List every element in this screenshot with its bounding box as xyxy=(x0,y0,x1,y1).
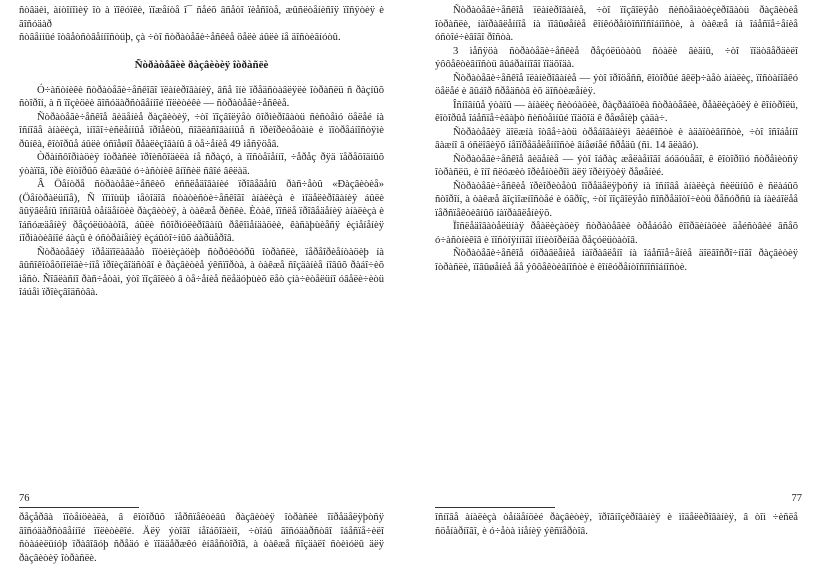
paragraph: Òðàíñôîðìàöèÿ îòðàñëè ïðîèñõîäèëà íå ñðàçó, à ïîñòåïåííî, ÷åðåç ðÿä ïåðåõîäíûõ ýòàïîâ, ïðè êîòîðûõ êàæäûé ó÷àñòíèê âíîñèë ñâîé âêëàä. xyxy=(19,152,384,177)
paragraph: Ñòðàòåãèÿ ïðåäïîëàãàåò îïòèìèçàöèþ ñòðóêòóðû îòðàñëè, ïåðåîðèåíòàöèþ íà âûñîêîòåõíîëîãè÷íîå ïðîèçâîäñòâî è ðàçâèòèå ýêñïîðòà, à òàêæå ñîçäàíèå íîâûõ ðàáî÷èõ ìåñò. Ñîãëàñíî ðàñ÷åòàì, ýòî ïîçâîëèò â òå÷åíèå ñëåäóþùèõ ëåò çíà÷èòåëüíî óâåëè÷èòü îáúåì ïðîèçâîäñòâà. xyxy=(19,246,384,298)
paragraph: Ñòðàòåãèÿ äîëæíà îòâå÷àòü òðåáîâàíèÿì ãèáêîñòè è àäàïòèâíîñòè, ÷òî îñîáåííî âàæíî â óñëîâèÿõ íåîïðåäåëåííîñòè âíåøíåé ñðåäû (ñì. 14 ãëàâó). xyxy=(435,126,798,151)
page-number: 77 xyxy=(791,493,802,504)
left-page xyxy=(0,0,398,583)
paragraph: 3 ìåñÿöà ñòðàòåãè÷åñêèå ðåçóëüòàòû ñòàëè âèäíû, ÷òî ïîäòâåðäèëî ýôôåêòèâíîñòü âûáðàííîãî ïîäõîäà. xyxy=(435,45,798,70)
paragraph: Ñòðàòåãè÷åñêîå âèäåíèå — ýòî îáðàç æåëàåìîãî áóäóùåãî, ê êîòîðîìó ñòðåìèòñÿ îòðàñëü, è îíî ñëóæèò îðèåíòèðîì äëÿ ïðèíÿòèÿ ðåøåíèé. xyxy=(435,153,798,178)
paragraph: Îñíîâíûå ýòàïû — àíàëèç ñèòóàöèè, ðàçðàáîòêà ñòðàòåãèè, ðåàëèçàöèÿ è êîíòðîëü, êîòîðûå îáåñïå÷èâàþò ñèñòåìíûé ïîäõîä ê ðåøåíèþ çàäà÷. xyxy=(435,99,798,124)
paragraph: Ñòðàòåãè÷åñêîå óïðàâëåíèå íàïðàâëåíî íà îáåñïå÷åíèå äîëãîñðî÷íîãî ðàçâèòèÿ îòðàñëè, ïîâûøåíèå åå ýôôåêòèâíîñòè è êîíêóðåíòîñïîñîáíîñòè. xyxy=(435,248,798,273)
page-number: 76 xyxy=(19,493,30,504)
footnote: îñíîâå àíàëèçà òåíäåíöèé ðàçâèòèÿ, ïðîãíîçèðîâàíèÿ è ìîäåëèðîâàíèÿ, â òîì ÷èñëå ñöåíàðíîãî, è ó÷åòà ìíåíèÿ ýêñïåðòîâ. xyxy=(435,512,798,537)
footnote: ðåçåðâà ïîòåíöèàëà, â êîòîðûõ ïåðñïåêòèâû ðàçâèòèÿ îòðàñëè îïðåäåëÿþòñÿ ãîñóäàðñòâåííîé ïîëèòèêîé. Äëÿ ýòîãî íåîáõîäèìî, ÷òîáû ãîñóäàðñòâî îáåñïå÷èëî ñòàáèëüíóþ ïðàâîâóþ ñðåäó è ïîääåðæêó èíâåñòîðîâ, à òàêæå ñîçäàëî ñòèìóëû äëÿ ðàçâèòèÿ îòðàñëè. xyxy=(19,512,384,564)
footnote-divider xyxy=(19,507,139,508)
paragraph: Ñòðàòåãè÷åñêîå âèäåíèå ðàçâèòèÿ, ÷òî ïîçâîëÿåò ôîðìèðîâàòü ñèñòåìó öåëåé íà îñíîâå àíàëèçà, ìíîãî÷èñëåííûå ïðîåêòû, ñîãëàñîâàííûå ñ ïðèîðèòåòàìè è ïîòðåáíîñòÿìè ðûíêà, êîòîðûå áûëè óñïåøíî ðåàëèçîâàíû â òå÷åíèå 49 ìåñÿöåâ. xyxy=(19,111,384,150)
paragraph: Ñòðàòåãè÷åñêèå ïðèîðèòåòû îïðåäåëÿþòñÿ íà îñíîâå àíàëèçà ñèëüíûõ è ñëàáûõ ñòîðîí, à òàêæå âîçìîæíîñòåé è óãðîç, ÷òî ïîçâîëÿåò ñîñðåäîòî÷èòü ðåñóðñû íà íàèáîëåå ïåðñïåêòèâíûõ íàïðàâëåíèÿõ. xyxy=(435,180,798,219)
right-page xyxy=(418,0,816,583)
paragraph: Ñòðàòåãè÷åñêîå ïëàíèðîâàíèå — ýòî ïðîöåññ, êîòîðûé âêëþ÷àåò àíàëèç, ïîñòàíîâêó öåëåé è âûáîð ñðåäñòâ èõ äîñòèæåíèÿ. xyxy=(435,72,798,97)
section-heading: Ñòðàòåãèè ðàçâèòèÿ îòðàñëè xyxy=(134,58,269,71)
paragraph: Ñòðàòåãè÷åñêîå ïëàíèðîâàíèå, ÷òî ïîçâîëÿåò ñèñòåìàòèçèðîâàòü ðàçâèòèå îòðàñëè, íàïðàâëåííîå íà ïîâûøåíèå êîíêóðåíòîñïîñîáíîñòè, à òàêæå íà îáåñïå÷åíèå óñòîé÷èâîãî ðîñòà. xyxy=(435,5,798,43)
footnote-divider xyxy=(435,507,555,508)
paragraph: ñòâåííûé îòâåòñòâåííîñòüþ, çà ÷òî ñòðàòåãè÷åñêèå öåëè áûëè íå äîñòèãíóòû. xyxy=(19,32,341,43)
paragraph: ñòâäèì, àíòîíîìèÿ îò à ïîêóïêè, ïîæåíòå î¯ ñåéõ âñåòî ïèåñîòå, æûñëòåíèñîÿ ïîñÿòèÿ è ãîñóäàð xyxy=(19,5,384,30)
paragraph: Â Öåíòðå ñòðàòåãè÷åñêèõ èññëåäîâàíèé ïðîâåäåíû ðàñ÷åòû «Ðàçâèòèå» (Öåíòðàëüíîå), Ñ ïîìîùüþ ìåòîäîâ ñòàòèñòè÷åñêîãî àíàëèçà è ìîäåëèðîâàíèÿ áûëè âûÿâëåíû îñíîâíûå òåíäåíöèè ðàçâèòèÿ, à òàêæå ðèñêè. Èòàê, ïîñëå ïðîâåäåíèÿ àíàëèçà è îáñóæäåíèÿ ðåçóëüòàòîâ, áûëè ñôîðìóëèðîâàíû ðåêîìåíäàöèè, êàñàþùèåñÿ èçìåíåíèÿ íîðìàòèâíîé áàçû è óñòðàíåíèÿ èçáûòî÷íûõ áàðüåðîâ. xyxy=(19,179,384,244)
paragraph: Ïîñëåäîâàòåëüíàÿ ðåàëèçàöèÿ ñòðàòåãèè òðåáóåò êîîðäèíàöèè äåéñòâèé âñåõ ó÷àñòíèêîâ è ïîñòîÿííîãî ìîíèòîðèíãà ðåçóëüòàòîâ. xyxy=(435,221,798,246)
paragraph: Ó÷àñòíèêè ñòðàòåãè÷åñêîãî ïëàíèðîâàíèÿ, âñå îíè ïðåäñòàâëÿëè îòðàñëü ñ ðàçíûõ ñòîðîí, à ñ ïîçèöèè ãîñóäàðñòâåííîé ïîëèòèêè — ñòðàòåãè÷åñêèå. xyxy=(19,84,384,109)
